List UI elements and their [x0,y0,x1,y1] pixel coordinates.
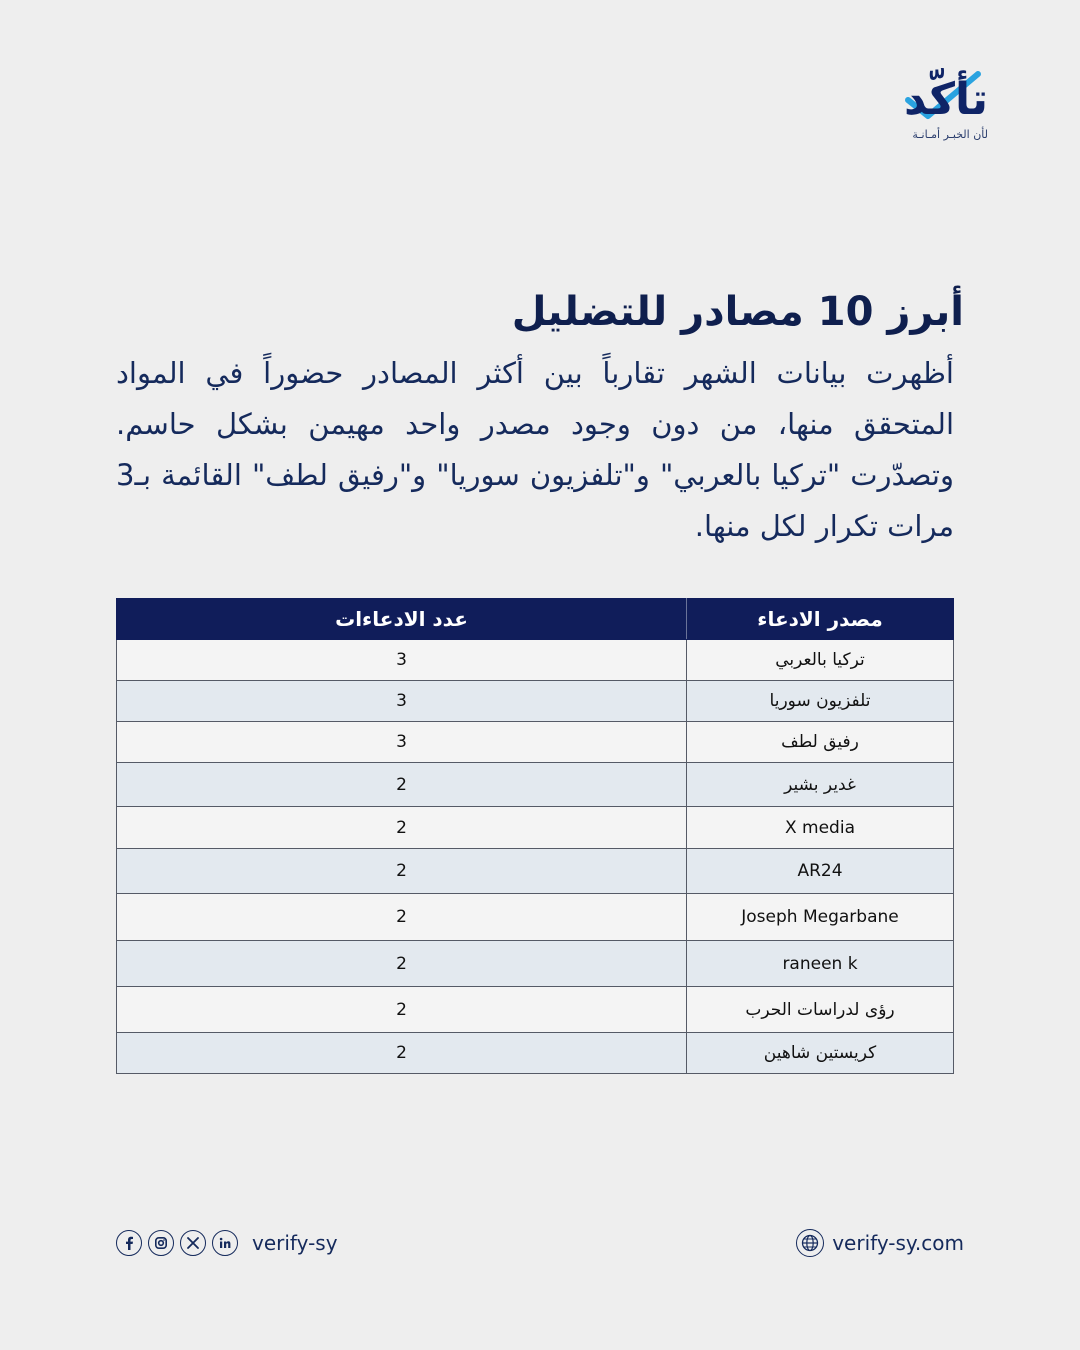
count-cell: 2 [117,849,687,894]
page-title: أبرز 10 مصادر للتضليل [511,289,964,335]
brand-logo [878,66,988,156]
table-header-row [117,599,954,640]
website-link[interactable] [796,1228,964,1258]
source-cell: AR24 [687,849,954,894]
source-cell: X media [687,807,954,849]
linkedin-icon[interactable] [212,1230,238,1256]
source-cell: رفيق لطف [687,722,954,763]
count-cell: 3 [117,640,687,681]
count-cell: 2 [117,894,687,941]
count-cell: 2 [117,763,687,807]
count-cell: 2 [117,941,687,987]
logo-wordmark: تأكّد [903,74,988,125]
count-cell: 2 [117,987,687,1033]
source-cell: raneen k [687,941,954,987]
instagram-icon[interactable] [148,1230,174,1256]
table-row [117,763,954,807]
table-row [117,894,954,941]
globe-icon [796,1229,824,1257]
source-cell: كريستين شاهين [687,1033,954,1074]
header-source: مصدر الادعاء [687,599,954,640]
table-row [117,807,954,849]
source-cell: Joseph Megarbane [687,894,954,941]
social-links [116,1228,338,1258]
source-cell: تركيا بالعربي [687,640,954,681]
header-count: عدد الادعاءات [117,599,687,640]
x-icon[interactable] [180,1230,206,1256]
table-row [117,640,954,681]
source-cell: غدير بشير [687,763,954,807]
table-row [117,681,954,722]
count-cell: 3 [117,722,687,763]
count-cell: 3 [117,681,687,722]
logo-tagline: لأن الخبـر أمـانـة [912,128,988,141]
table-row [117,941,954,987]
social-handle[interactable]: verify-sy [252,1231,338,1255]
facebook-icon[interactable] [116,1230,142,1256]
table-row [117,849,954,894]
sources-table [116,598,954,1074]
count-cell: 2 [117,1033,687,1074]
table-row [117,987,954,1033]
table-row [117,1033,954,1074]
table-row [117,722,954,763]
count-cell: 2 [117,807,687,849]
intro-paragraph: أظهرت بيانات الشهر تقارباً بين أكثر المصادر حضوراً في المواد المتحقق منها، من دون وجود مصدر واحد مهيمن بشكل حاسم. وتصدّرت "تركيا بالعربي" و"تلفزيون سوريا" و"رفيق لطف" القائمة بـ3 مرات تكرار لكل منها. [116,356,954,543]
source-cell: رؤى لدراسات الحرب [687,987,954,1033]
website-url[interactable]: verify-sy.com [832,1231,964,1255]
source-cell: تلفزيون سوريا [687,681,954,722]
